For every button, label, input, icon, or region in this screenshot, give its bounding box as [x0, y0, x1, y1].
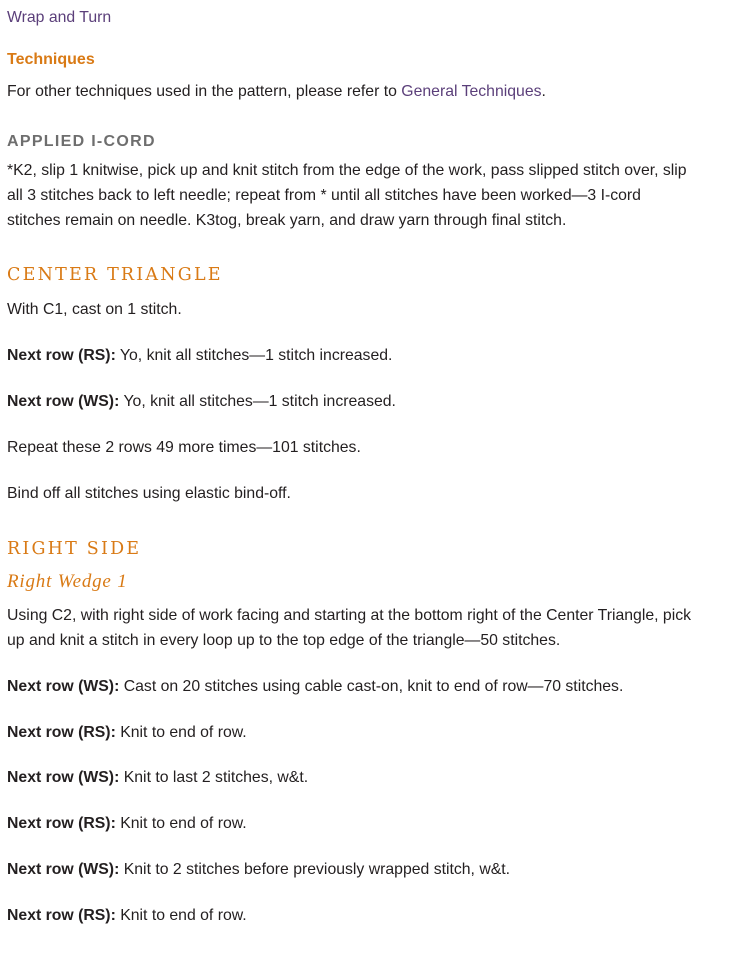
row-text: Yo, knit all stitches—1 stitch increased.: [115, 347, 393, 364]
row-label: Next row (RS):: [7, 815, 116, 832]
right-wedge-row: [7, 811, 247, 836]
applied-icord-heading: APPLIED I-CORD: [7, 133, 156, 150]
applied-icord-line: stitches remain on needle. K3tog, break yarn, and draw yarn through final stitch.: [7, 212, 567, 229]
techniques-period: .: [541, 83, 546, 100]
wrap-and-turn-link[interactable]: Wrap and Turn: [7, 9, 112, 26]
row-label: Next row (WS):: [7, 678, 120, 695]
right-wedge-row: [7, 903, 247, 928]
general-techniques-link[interactable]: General Techniques: [401, 83, 542, 100]
right-wedge-1-heading: Right Wedge 1: [7, 571, 128, 592]
row-text: Knit to end of row.: [115, 724, 247, 741]
right-wedge-intro-line: up and knit a stitch in every loop up to the top edge of the triangle—50 stitches.: [7, 632, 561, 649]
row-label: Next row (RS):: [7, 347, 116, 364]
row-label: Next row (WS):: [7, 393, 120, 410]
applied-icord-line: all 3 stitches back to left needle; repeat from * until all stitches have been worked—3 I-cord: [7, 187, 641, 204]
right-wedge-row: [7, 720, 247, 745]
center-triangle-bind-off: Bind off all stitches using elastic bind-off.: [7, 485, 291, 502]
row-text: Cast on 20 stitches using cable cast-on, knit to end of row—70 stitches.: [119, 678, 624, 695]
center-triangle-row: [7, 343, 392, 368]
techniques-text: For other techniques used in the pattern, please refer to: [7, 83, 402, 100]
row-label: Next row (WS):: [7, 861, 120, 878]
row-label: Next row (RS):: [7, 907, 116, 924]
row-text: Knit to end of row.: [115, 815, 247, 832]
right-wedge-intro-line: Using C2, with right side of work facing and starting at the bottom right of the Center Triangle, pick: [7, 607, 691, 624]
center-triangle-heading: CENTER TRIANGLE: [7, 265, 223, 285]
row-text: Knit to last 2 stitches, w&t.: [119, 769, 309, 786]
right-side-heading: RIGHT SIDE: [7, 539, 142, 559]
center-triangle-intro: With C1, cast on 1 stitch.: [7, 301, 182, 318]
row-label: Next row (RS):: [7, 724, 116, 741]
right-wedge-row: [7, 674, 623, 699]
right-wedge-row: [7, 765, 308, 790]
row-text: Knit to end of row.: [115, 907, 247, 924]
row-text: Yo, knit all stitches—1 stitch increased.: [119, 393, 396, 410]
center-triangle-repeat: Repeat these 2 rows 49 more times—101 stitches.: [7, 439, 361, 456]
row-label: Next row (WS):: [7, 769, 120, 786]
techniques-paragraph: [7, 79, 546, 104]
center-triangle-row: [7, 389, 396, 414]
row-text: Knit to 2 stitches before previously wrapped stitch, w&t.: [119, 861, 511, 878]
applied-icord-line: *K2, slip 1 knitwise, pick up and knit stitch from the edge of the work, pass slipped stitch over, slip: [7, 162, 687, 179]
techniques-heading: Techniques: [7, 51, 95, 68]
right-wedge-row: [7, 857, 510, 882]
